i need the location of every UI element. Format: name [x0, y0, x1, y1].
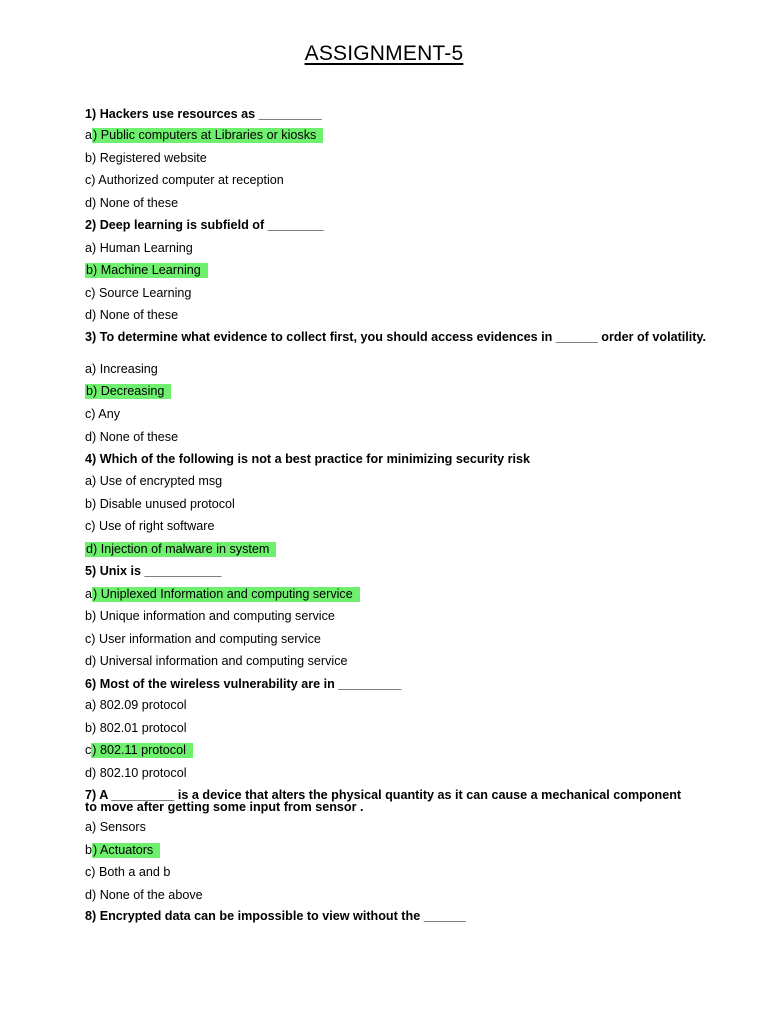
- q2-option-a: a) Human Learning: [85, 241, 193, 255]
- option-prefix: a: [85, 587, 93, 601]
- q6-option-d: d) 802.10 protocol: [85, 766, 187, 780]
- question-8: 8) Encrypted data can be impossible to view without the ______: [85, 909, 466, 923]
- q5-option-d: d) Universal information and computing service: [85, 654, 348, 668]
- question-2: 2) Deep learning is subfield of ________: [85, 218, 324, 232]
- q5-option-a: [85, 587, 360, 602]
- q3-option-a: a) Increasing: [85, 362, 158, 376]
- q2-option-d: d) None of these: [85, 308, 179, 322]
- q5-option-c: c) User information and computing service: [85, 632, 321, 646]
- q7-option-d: d) None of the above: [85, 888, 203, 902]
- q3-option-d: d) None of these: [85, 430, 179, 444]
- question-7: 7) A _________ is a device that alters the physical quantity as it can cause a mechanical component to move after getting some input from sensor .: [85, 788, 682, 814]
- q6-option-c: [85, 743, 193, 758]
- answer-highlight: ) 802.11 protocol: [91, 743, 193, 758]
- answer-highlight: ) Uniplexed Information and computing service: [92, 587, 360, 602]
- q4-option-d: [85, 542, 276, 557]
- q4-option-a: a) Use of encrypted msg: [85, 474, 223, 488]
- option-prefix: b: [85, 843, 93, 857]
- q3-option-c: c) Any: [85, 407, 120, 421]
- page-title: ASSIGNMENT-5: [304, 42, 464, 65]
- q2-option-b: [85, 263, 208, 278]
- q1-option-b: b) Registered website: [85, 151, 207, 165]
- question-3: 3) To determine what evidence to collect first, you should access evidences in ______ order of volatility.: [85, 330, 707, 344]
- q4-option-b: b) Disable unused protocol: [85, 497, 235, 511]
- answer-highlight: b) Decreasing: [85, 384, 171, 399]
- option-prefix: c: [85, 743, 92, 757]
- q6-option-a: a) 802.09 protocol: [85, 698, 187, 712]
- q7-option-c: c) Both a and b: [85, 865, 171, 879]
- q5-option-b: b) Unique information and computing service: [85, 609, 335, 623]
- question-6: 6) Most of the wireless vulnerability are in _________: [85, 677, 402, 691]
- q4-option-c: c) Use of right software: [85, 519, 215, 533]
- q3-option-b: [85, 384, 171, 399]
- question-4: 4) Which of the following is not a best practice for minimizing security risk: [85, 452, 531, 466]
- q1-option-c: c) Authorized computer at reception: [85, 173, 284, 187]
- question-1: 1) Hackers use resources as _________: [85, 107, 322, 121]
- q1-option-a: [85, 128, 323, 143]
- question-5: 5) Unix is ___________: [85, 564, 222, 578]
- q1-option-d: d) None of these: [85, 196, 179, 210]
- answer-highlight: ) Actuators: [92, 843, 160, 858]
- answer-highlight: d) Injection of malware in system: [85, 542, 276, 557]
- q7-option-b: [85, 843, 160, 858]
- answer-highlight: ) Public computers at Libraries or kiosks: [92, 128, 323, 143]
- q6-option-b: b) 802.01 protocol: [85, 721, 187, 735]
- q7-option-a: a) Sensors: [85, 820, 146, 834]
- answer-highlight: b) Machine Learning: [85, 263, 208, 278]
- option-prefix: a: [85, 128, 93, 142]
- q2-option-c: c) Source Learning: [85, 286, 192, 300]
